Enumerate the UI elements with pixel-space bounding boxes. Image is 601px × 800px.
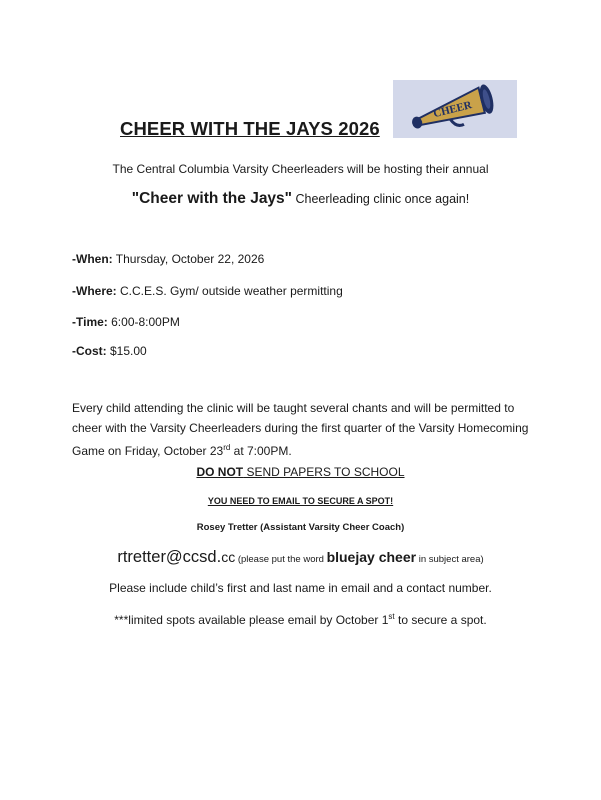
detail-when [72,252,264,266]
detail-value: 6:00-8:00PM [107,315,180,329]
detail-time [72,315,180,329]
detail-value: $15.00 [106,344,147,358]
event-name: "Cheer with the Jays" [131,190,293,207]
email-address[interactable]: rtretter@ccsd. [117,548,222,566]
no-papers-rest: SEND PAPERS TO SCHOOL [243,465,405,479]
intro-text: The Central Columbia Varsity Cheerleaders will be hosting their annual [112,162,489,176]
contact-email-line: rtretter@ccsd.cc (please put the word bluejay cheer in subject area) [117,548,484,566]
detail-label: -Cost: [72,344,107,358]
detail-label: -Where: [72,284,117,298]
email-suffix[interactable]: cc [221,549,236,565]
detail-where [72,284,343,298]
detail-label: -When: [72,252,113,266]
subject-keyword: bluejay cheer [326,549,417,565]
flyer-title: CHEER WITH THE JAYS 2026 [120,118,380,139]
include-note: Please include child’s first and last name in email and a contact number. [109,581,492,595]
detail-value: C.C.E.S. Gym/ outside weather permitting [116,284,343,298]
tagline-rest: Cheerleading clinic once again! [292,192,470,206]
detail-value: Thursday, October 22, 2026 [112,252,265,266]
description-paragraph: Every child attending the clinic will be taught several chants and will be permitted to cheer with the Varsity Cheerleaders during the first quarter of the Varsity Homecoming Game on Friday, October 23rd at 7:00PM. [72,401,529,458]
megaphone-icon [393,80,517,138]
megaphone-text: CHEER [432,99,474,121]
coach-name: Rosey Tretter (Assistant Varsity Cheer Coach) [196,522,405,533]
detail-cost [72,344,147,358]
limited-spots-note: ***limited spots available please email by October 1st to secure a spot. [114,612,487,627]
do-not-emphasis: DO NOT [196,465,244,479]
no-papers-notice [0,465,601,479]
email-requirement: YOU NEED TO EMAIL TO SECURE A SPOT! [207,496,394,506]
tagline [0,190,601,208]
detail-label: -Time: [72,315,108,329]
